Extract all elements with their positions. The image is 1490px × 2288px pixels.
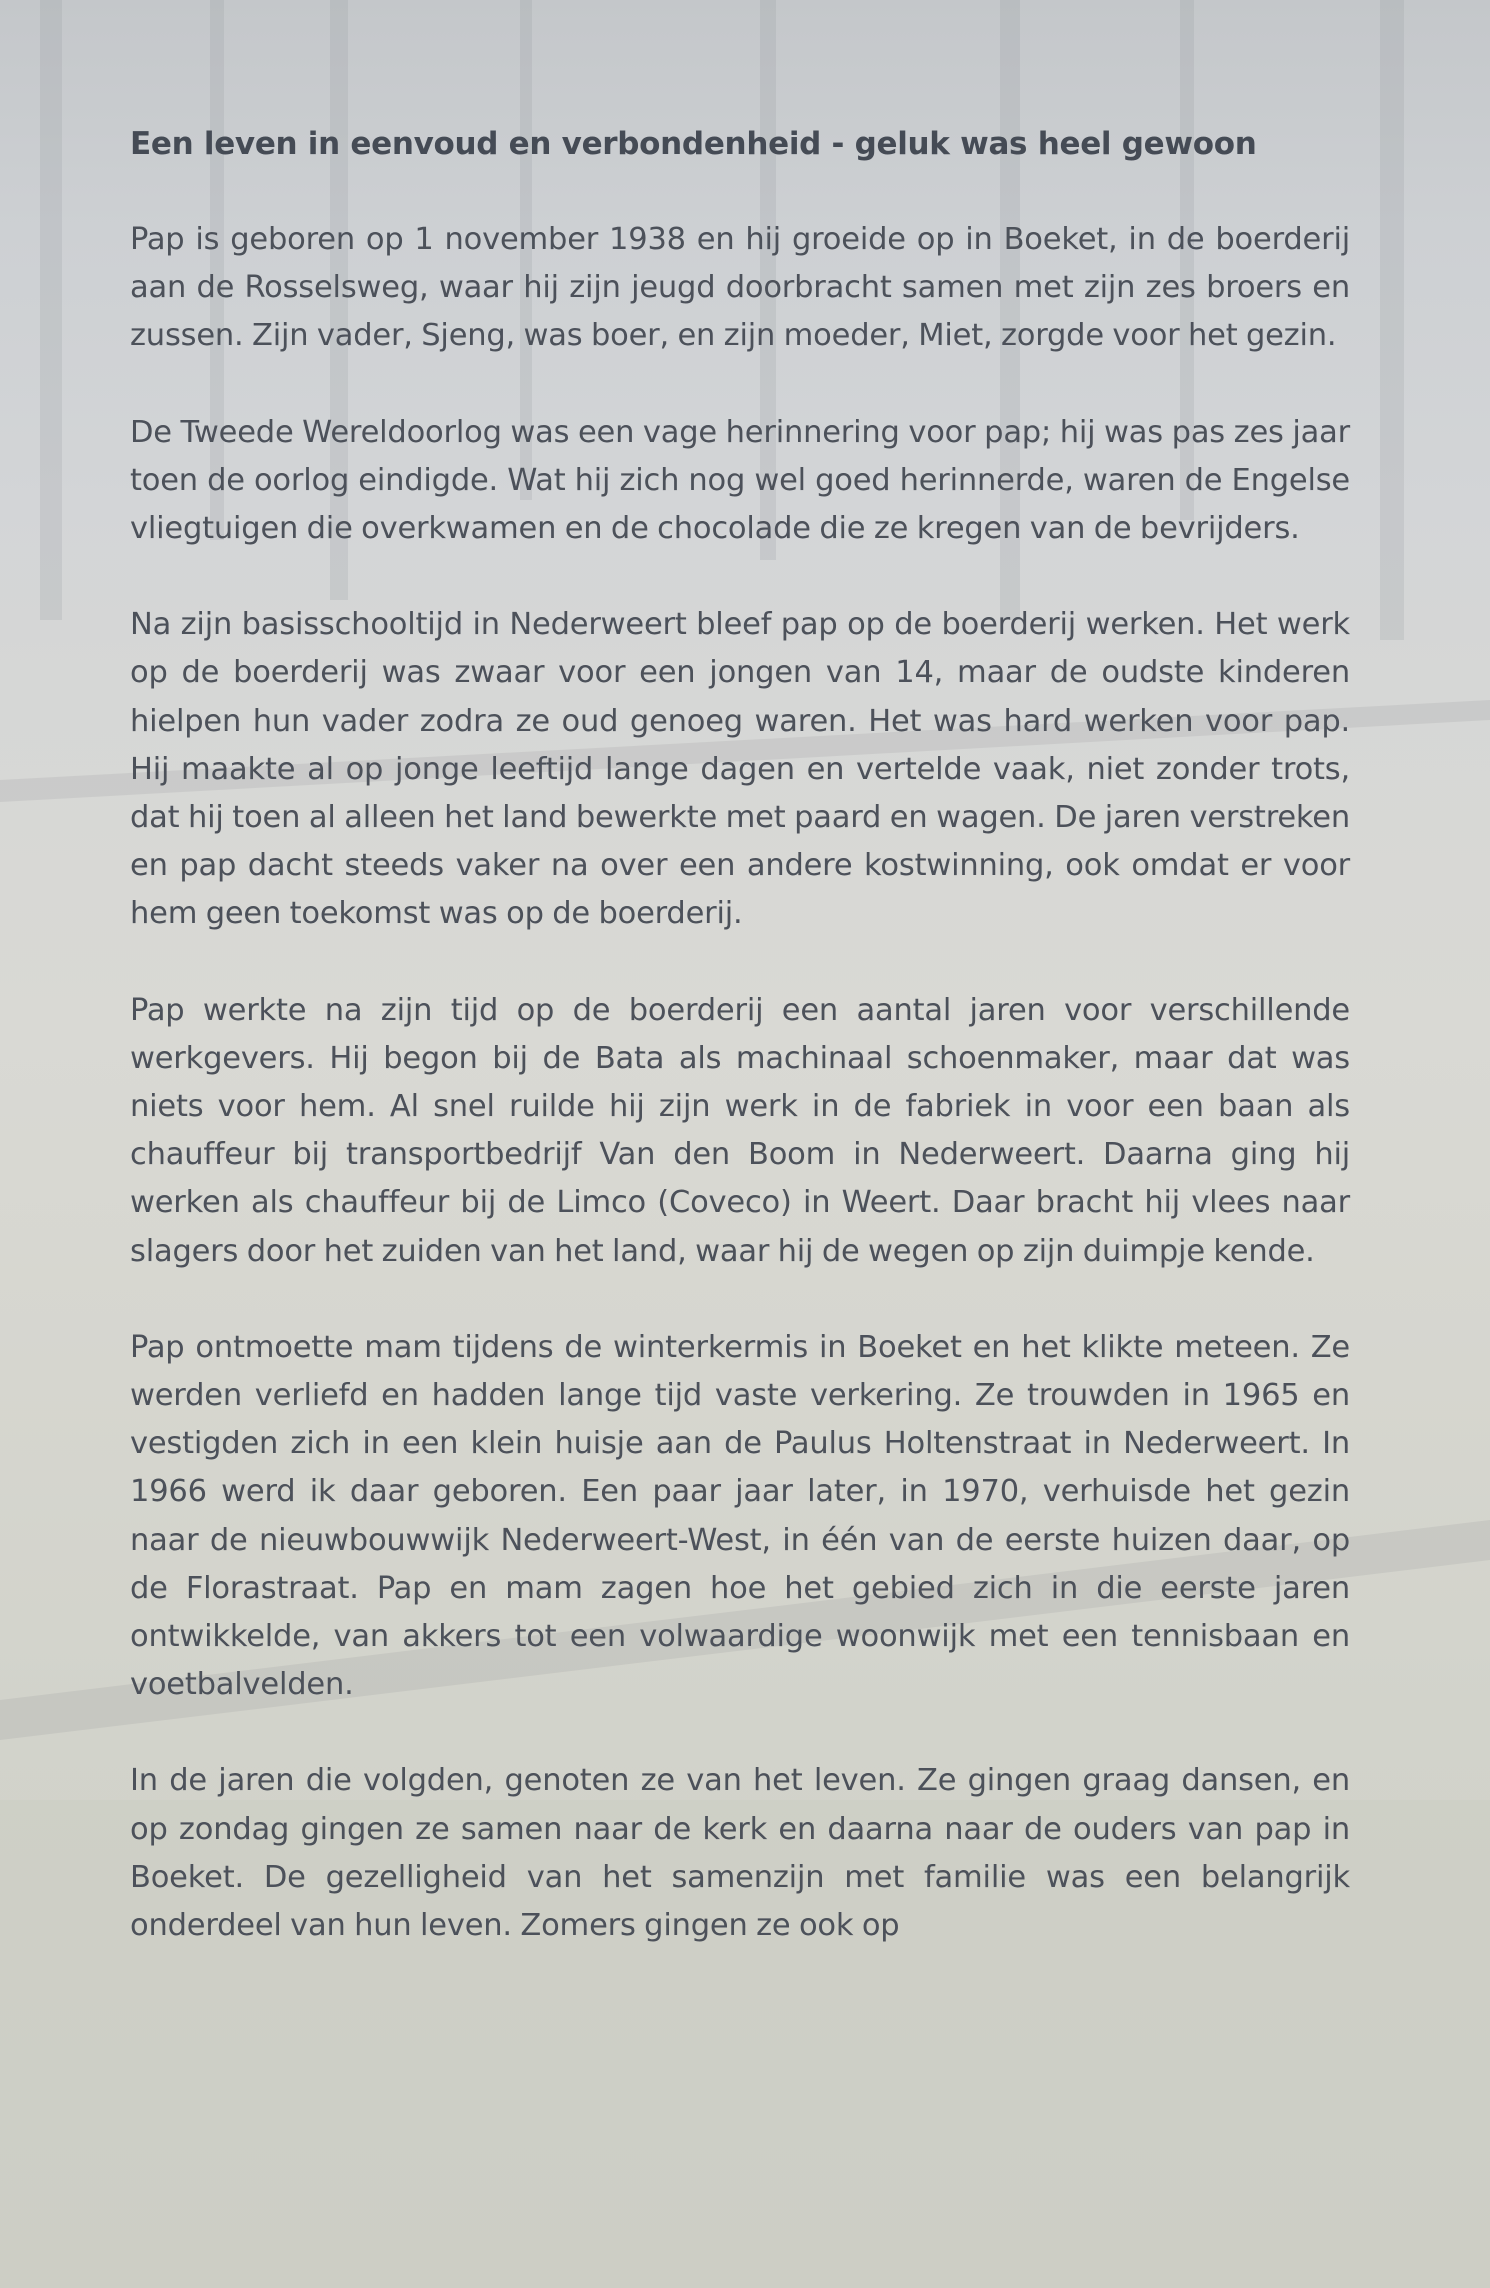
tree-trunk <box>1380 0 1404 640</box>
text-column <box>130 120 1350 1998</box>
paragraph-war: De Tweede Wereldoorlog was een vage herinnering voor pap; hij was pas zes jaar toen de oorlog eindigde. Wat hij zich nog wel goed herinnerde, waren de Engelse vliegtuigen die overkwamen en de chocolade die ze kregen van de bevrijders. <box>130 414 1350 547</box>
paragraph-farm-work: Na zijn basisschooltijd in Nederweert bleef pap op de boerderij werken. Het werk op de boerderij was zwaar voor een jongen van 14, maar de oudste kinderen hielpen hun vader zodra ze oud genoeg waren. Het was hard werken voor pap. Hij maakte al op jonge leeftijd lange dagen en vertelde vaak, niet zonder trots, dat hij toen al alleen het land bewerkte met paard en wagen. De jaren verstreken en pap dacht steeds vaker na over een andere kostwinning, ook omdat er voor hem geen toekomst was op de boerderij. <box>130 607 1350 932</box>
tree-trunk <box>40 0 62 620</box>
paragraph-marriage: Pap ontmoette mam tijdens de winterkermis in Boeket en het klikte meteen. Ze werden verliefd en hadden lange tijd vaste verkering. Ze trouwden in 1965 en vestigden zich in een klein huisje aan de Paulus Holtenstraat in Nederweert. In 1966 werd ik daar geboren. Een paar jaar later, in 1970, verhuisde het gezin naar de nieuwbouwwijk Nederweert-West, in één van de eerste huizen daar, op de Florastraat. Pap en mam zagen hoe het gebied zich in die eerste jaren ontwikkelde, van akkers tot een volwaardige woonwijk met een tennisbaan en voetbalvelden. <box>130 1329 1350 1703</box>
page-title: Een leven in eenvoud en verbondenheid - geluk was heel gewoon <box>130 126 1257 162</box>
paragraph-employers: Pap werkte na zijn tijd op de boerderij een aantal jaren voor verschillende werkgevers. Hij begon bij de Bata als machinaal schoenmaker, maar dat was niets voor hem. Al snel ruilde hij zijn werk in de fabriek in voor een baan als chauffeur bij transportbedrijf Van den Boom in Nederweert. Daarna ging hij werken als chauffeur bij de Limco (Coveco) in Weert. Daar bracht hij vlees naar slagers door het zuiden van het land, waar hij de wegen op zijn duimpje kende. <box>130 992 1350 1269</box>
paragraph-later-years: In de jaren die volgden, genoten ze van het leven. Ze gingen graag dansen, en op zondag gingen ze samen naar de kerk en daarna naar de ouders van pap in Boeket. De gezelligheid van het samenzijn met familie was een belangrijk onderdeel van hun leven. Zomers gingen ze ook op <box>130 1763 1350 1944</box>
paragraph-birth: Pap is geboren op 1 november 1938 en hij groeide op in Boeket, in de boerderij aan de Rosselsweg, waar hij zijn jeugd doorbracht samen met zijn zes broers en zussen. Zijn vader, Sjeng, was boer, en zijn moeder, Miet, zorgde voor het gezin. <box>130 222 1350 354</box>
